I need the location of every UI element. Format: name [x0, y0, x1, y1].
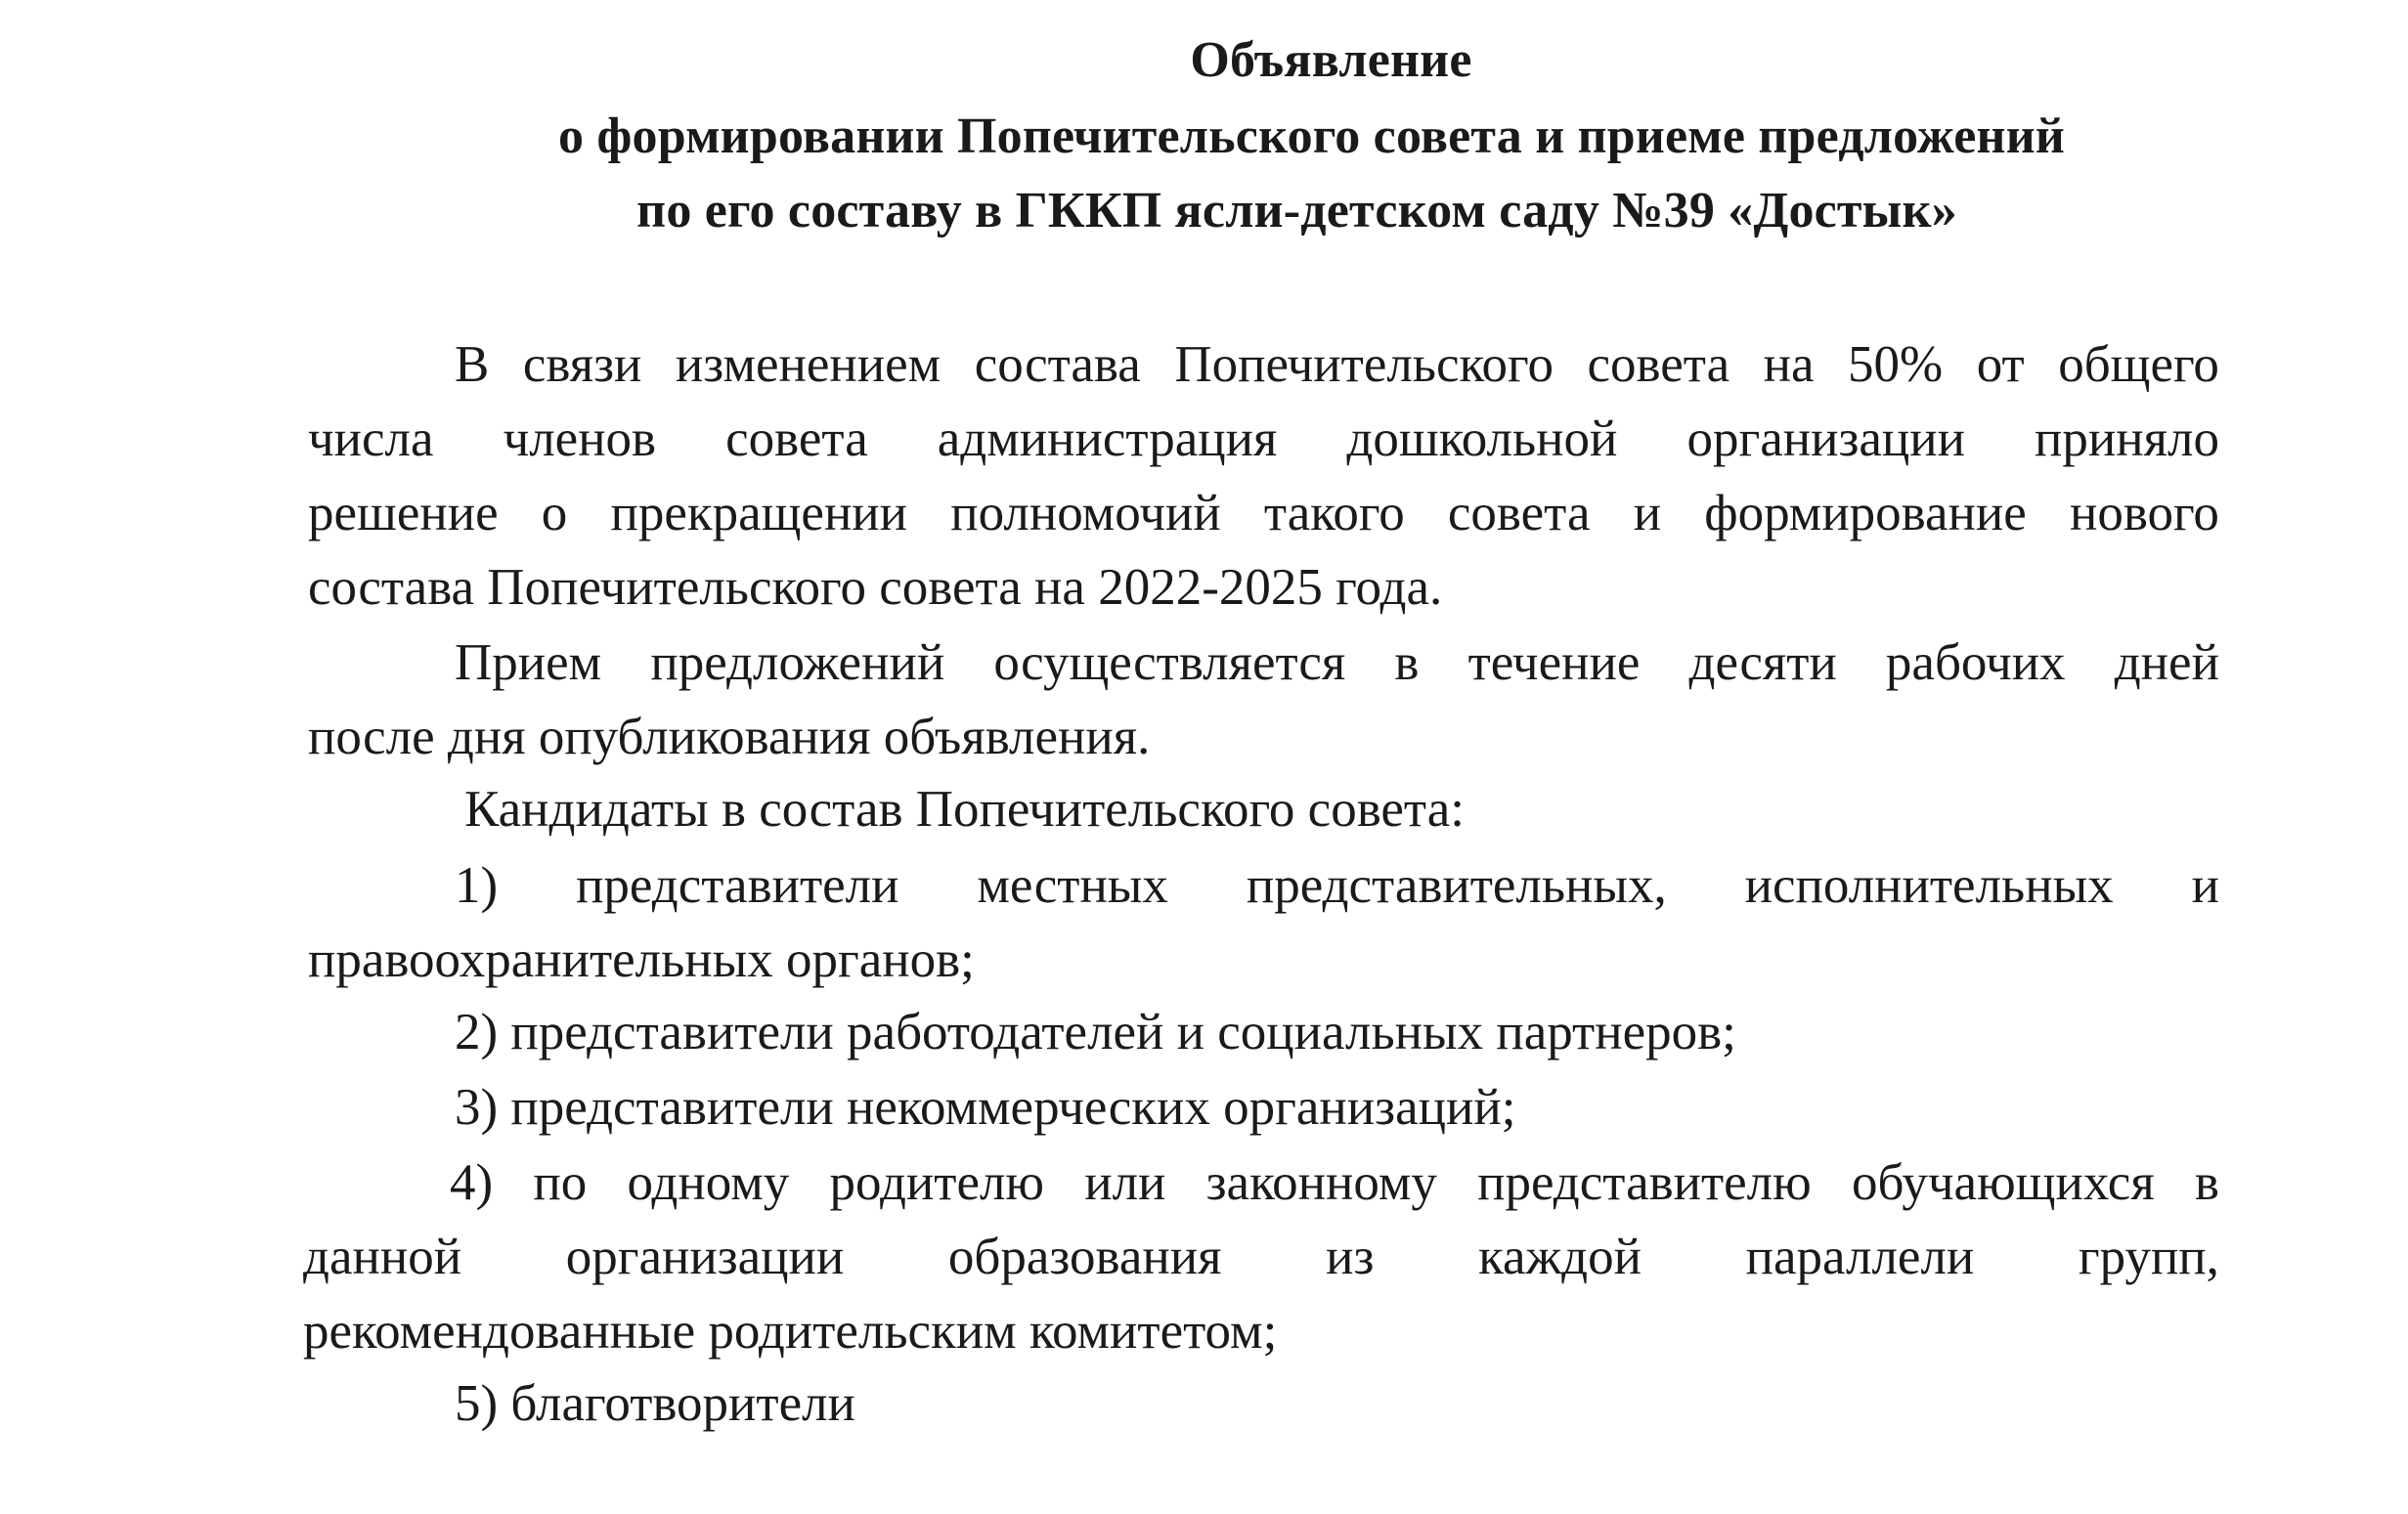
word: групп, — [2078, 1229, 2219, 1285]
word: от — [1976, 336, 2025, 393]
word: В — [455, 336, 490, 393]
word: в — [1394, 634, 1420, 691]
list-item-line: рекомендованные родительским комитетом; — [303, 1303, 1278, 1360]
word: обучающихся — [1851, 1154, 2155, 1211]
word: параллели — [1745, 1229, 1975, 1285]
word: организации — [1686, 411, 1965, 467]
word: предложений — [650, 634, 945, 691]
document-subtitle-line-1: о формировании Попечительского совета и приеме предложений — [557, 108, 2066, 164]
word: каждой — [1478, 1229, 1642, 1285]
list-item — [308, 1366, 2219, 1441]
paragraph-proposals-period — [308, 626, 2219, 774]
paragraph-line — [308, 476, 2219, 550]
word: полномочий — [950, 485, 1221, 541]
word: данной — [303, 1229, 462, 1285]
word: и — [1633, 485, 1662, 541]
word: прекращении — [610, 485, 908, 541]
list-item-line — [303, 1146, 2219, 1220]
list-item-line — [303, 1220, 2219, 1294]
paragraph-line — [308, 402, 2219, 476]
word: совета — [1447, 485, 1591, 541]
paragraph-line: после дня опубликования объявления. — [308, 709, 1151, 765]
word: состава — [974, 336, 1141, 393]
word: исполнительных — [1744, 857, 2114, 914]
paragraph-council-change — [308, 327, 2219, 625]
list-item — [303, 1146, 2219, 1368]
list-item — [308, 848, 2219, 997]
word: представители — [576, 857, 899, 914]
word: дошкольной — [1346, 411, 1618, 467]
paragraph-line — [308, 327, 2219, 402]
word: образования — [947, 1229, 1222, 1285]
word: 50% — [1848, 336, 1944, 393]
word: одному — [627, 1154, 790, 1211]
word: нового — [2069, 485, 2219, 541]
word: приняло — [2035, 411, 2219, 467]
list-item-line — [308, 848, 2219, 923]
word: о — [541, 485, 568, 541]
word: из — [1326, 1229, 1375, 1285]
word: администрация — [937, 411, 1278, 467]
candidates-heading-text: Кандидаты в состав Попечительского совета: — [464, 781, 1465, 838]
list-item — [308, 1070, 2219, 1145]
word: Попечительского — [1174, 336, 1554, 393]
word: 1) — [455, 857, 499, 914]
word: осуществляется — [993, 634, 1346, 691]
document-subtitle-line-2: по его составу в ГККП ясли-детском саду №39 «Достык» — [636, 183, 1957, 238]
paragraph-line: состава Попечительского совета на 2022-2025 года. — [308, 559, 1443, 616]
word: рабочих — [1885, 634, 2066, 691]
word: членов — [503, 411, 657, 467]
word: изменением — [675, 336, 941, 393]
word: родителю — [829, 1154, 1045, 1211]
word: 4) — [450, 1154, 494, 1211]
word: представительных, — [1246, 857, 1667, 914]
word: числа — [308, 411, 434, 467]
word: совета — [1587, 336, 1730, 393]
word: связи — [522, 336, 642, 393]
word: формирование — [1704, 485, 2027, 541]
word: решение — [308, 485, 499, 541]
list-item — [308, 995, 2219, 1069]
word: представителю — [1477, 1154, 1812, 1211]
word: или — [1084, 1154, 1166, 1211]
candidates-heading — [308, 772, 2219, 846]
word: десяти — [1688, 634, 1837, 691]
word: и — [2191, 857, 2219, 914]
paragraph-line — [308, 626, 2219, 700]
word: законному — [1205, 1154, 1437, 1211]
list-item-line: 3) представители некоммерческих организаций; — [455, 1079, 1516, 1136]
word: общего — [2058, 336, 2219, 393]
word: по — [533, 1154, 588, 1211]
word: на — [1763, 336, 1815, 393]
document-title: Объявление — [1190, 32, 1472, 88]
list-item-line: правоохранительных органов; — [308, 931, 975, 988]
list-item-line: 2) представители работодателей и социальных партнеров; — [455, 1004, 1736, 1060]
word: местных — [977, 857, 1168, 914]
word: такого — [1263, 485, 1405, 541]
word: течение — [1467, 634, 1641, 691]
word: Прием — [455, 634, 602, 691]
word: в — [2194, 1154, 2219, 1211]
list-item-line: 5) благотворители — [455, 1375, 855, 1432]
word: совета — [725, 411, 868, 467]
word: организации — [565, 1229, 845, 1285]
word: дней — [2114, 634, 2219, 691]
